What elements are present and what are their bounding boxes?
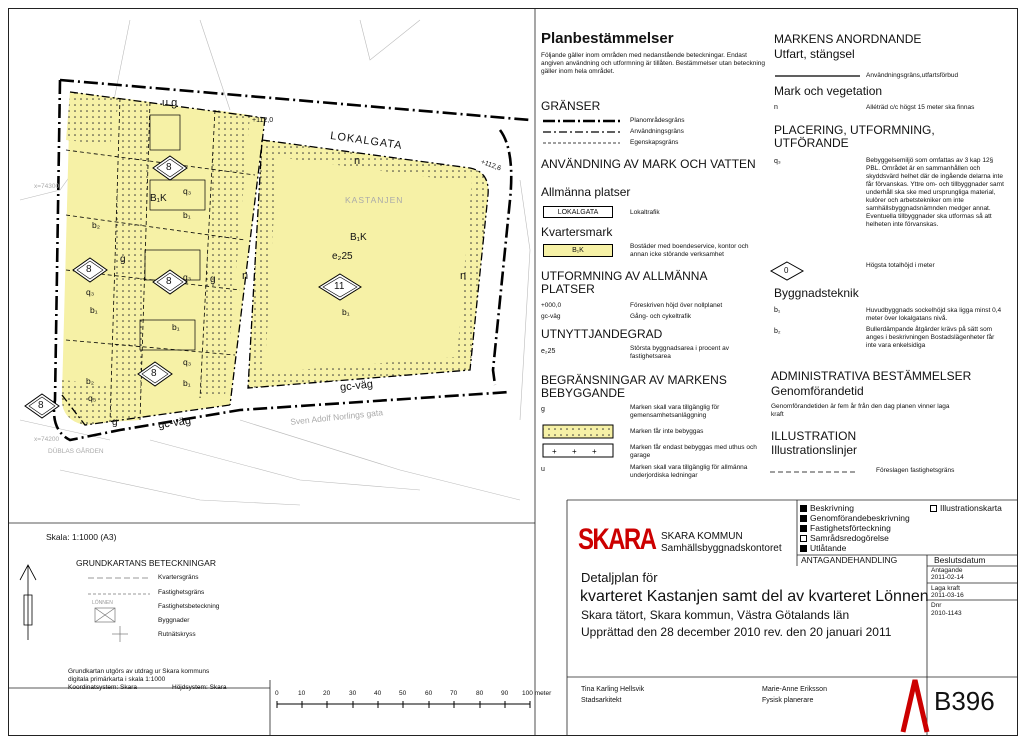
map-label-b2b: b₂ [86, 376, 95, 386]
kvartersmark-heading: Kvartersmark [541, 225, 613, 239]
map-label-gc2: gc-väg [157, 414, 192, 432]
granser-item-2: Användningsgräns [630, 128, 684, 135]
bk-desc: Bostäder med boendeservice, kontor och annan icke störande verksamhet [630, 243, 749, 258]
begr-code-4: u [541, 466, 545, 473]
map-label-dublas: DÜBLAS GÅRDEN [48, 448, 104, 455]
anvandning-heading: ANVÄNDNING AV MARK OCH VATTEN [541, 157, 756, 171]
map-label-b1b: b₁ [90, 305, 98, 315]
north-arrow [20, 565, 36, 640]
utformning-code-1: +000,0 [541, 302, 562, 309]
checkbox-icon [930, 505, 937, 512]
skara-logo: SKARA [578, 523, 656, 556]
utnyttjandegrad-desc: Största byggnadsarea i procent av fastighetsarea [630, 345, 730, 360]
grundkarta-item-3: Fastighetsbeteckning [158, 603, 220, 610]
b1-desc: Huvudbyggnads sockelhöjd ska ligga minst 0,4 meter över lokalgatans nivå. [866, 307, 1002, 322]
hojdsystem: Höjdsystem: Skara [172, 684, 227, 691]
grundkarta-samples [88, 578, 150, 642]
map-label-g1: g [120, 254, 126, 265]
begr-desc-2: Marken får inte bebyggas [630, 428, 704, 435]
sign2-role: Fysisk planerare [762, 697, 814, 704]
map-label-b1c: b₁ [172, 322, 180, 332]
grundkarta-item-1: Kvartersgräns [158, 574, 199, 581]
utfart-heading: Utfart, stängsel [774, 47, 855, 61]
scale-tick-20: 20 [323, 690, 331, 697]
legend-dots-box [543, 425, 613, 438]
grundkarta-lonnen-sample: LÖNNEN [92, 600, 113, 606]
org-dept: Samhällsbyggnadskontoret [661, 543, 782, 554]
date-label-1: Antagande [931, 567, 963, 574]
checkbox-icon [800, 535, 807, 542]
allmanna-platser-heading: Allmänna platser [541, 185, 631, 199]
svg-text:+: + [592, 447, 597, 456]
scale-tick-40: 40 [374, 690, 382, 697]
b2-desc: Bullerdämpande åtgärder krävs på sätt som anges i beskrivningen Bostadslägenheter får inte vara enkelsidiga [866, 326, 995, 349]
sign2-name: Marie-Anne Eriksson [762, 686, 827, 693]
check-samrad: Samrådsredogörelse [800, 533, 889, 543]
map-label-q3b: q₃ [86, 287, 95, 297]
checkbox-icon [800, 505, 807, 512]
map-label-h1: +112,0 [252, 117, 274, 124]
scale-tick-30: 30 [349, 690, 357, 697]
illustrationslinjer-heading: Illustrationslinjer [771, 443, 858, 457]
detaljplan-label: Detaljplan för [581, 570, 658, 585]
check-utlatande: Utlåtande [800, 543, 846, 553]
check-genomforande: Genomförandebeskrivning [800, 513, 910, 523]
begr-desc-3: Marken får endast bebyggas med uthus och garage [630, 444, 757, 459]
plan-title: Planbestämmelser [541, 30, 674, 47]
scale-text: Skala: 1:1000 (A3) [46, 532, 117, 542]
plan-location: Skara tätort, Skara kommun, Västra Götalands län [581, 608, 850, 622]
map-label-coord2: x=74200 [34, 436, 60, 443]
plan-name: kvarteret Kastanjen samt del av kvarteret Lönnen [580, 588, 929, 605]
plan-upprattad: Upprättad den 28 december 2010 rev. den 20 januari 2011 [581, 625, 892, 639]
hojd-desc: Högsta totalhöjd i meter [866, 262, 935, 269]
date-value-1: 2011-02-14 [931, 574, 964, 581]
grundkarta-heading: GRUNDKARTANS BETECKNINGAR [76, 558, 216, 568]
grundkarta-item-4: Byggnader [158, 617, 190, 624]
date-label-3: Dnr [931, 602, 942, 609]
illustration-desc: Föreslagen fastighetsgräns [876, 467, 955, 474]
utformning-desc-2: Gång- och cykeltrafik [630, 313, 692, 320]
byggnadsteknik-heading: Byggnadsteknik [774, 286, 859, 300]
checkbox-icon [800, 525, 807, 532]
genomforandetid-desc: Genomförandetiden är fem år från den dag planen vinner laga kraft [771, 403, 950, 418]
map-label-e25: e₂25 [332, 251, 353, 262]
scale-tick-50: 50 [399, 690, 407, 697]
mark-code: n [774, 104, 778, 111]
plan-intro: Följande gäller inom områden med nedanstående beteckningar. Endast angiven användning och utformning är tillåten. Bestämmelser utan beteckning gäller inom hela området. [541, 52, 766, 75]
utfart-desc: Användningsgräns,utfartsförbud [866, 72, 959, 79]
map-label-kastanjen: KASTANJEN [345, 195, 404, 205]
a-logo-mark [903, 680, 927, 732]
date-value-2: 2011-03-16 [931, 592, 964, 599]
checkbox-icon [800, 545, 807, 552]
scale-tick-90: 90 [501, 690, 509, 697]
date-label-2: Laga kraft [931, 585, 960, 592]
check-illustrationskarta: Illustrationskarta [930, 503, 1002, 513]
map-label-b1a: b₁ [183, 210, 191, 220]
map-label-hojd11: 11 [334, 281, 345, 292]
mark-vegetation-heading: Mark och vegetation [774, 84, 883, 98]
map-label-hojd8b: 8 [86, 264, 92, 275]
sign1-role: Stadsarkitekt [581, 697, 622, 704]
granser-heading: GRÄNSER [541, 99, 601, 113]
grundkarta-footer-1: Grundkartan utgörs av utdrag ur Skara kommuns [68, 668, 210, 675]
scale-tick-100: 100 meter [522, 690, 552, 697]
beslutsdatum-label: Beslutsdatum [934, 555, 986, 565]
placering-heading: PLACERING, UTFORMNING, UTFÖRANDE [774, 123, 935, 150]
map-label-b1d: b₁ [183, 378, 191, 388]
grundkarta-item-5: Rutnätskryss [158, 631, 196, 638]
map-label-street: Sven Adolf Norlings gata [289, 407, 384, 427]
sign1-name: Tina Karling Hellsvik [581, 686, 645, 693]
map-label-b2a: b₂ [92, 220, 101, 230]
q3-desc: Bebyggelsemiljö som omfattas av 3 kap 12§ PBL. Området är en sammanhållen och skyddsvärd helhet där de ingående delarna inte får förvanskas. Yttre om- och tillbyggnader samt underhåll ska ske med ursprungliga material, kulörer och arbetstekniker om inte samhällsbyggnadsnämnden medger annat. Eventuella tillbyggnader ska utformas så att helheten inte förvanskas. [866, 157, 1004, 228]
utformning-desc-1: Föreskriven höjd över nollplanet [630, 302, 723, 309]
granser-item-3: Egenskapsgräns [630, 139, 679, 146]
scale-bar [277, 701, 530, 708]
b1-code: b₁ [774, 307, 781, 314]
granser-item-1: Planområdesgräns [630, 117, 685, 124]
map-label-ug: u g [162, 97, 178, 109]
check-fastighet: Fastighetsförteckning [800, 523, 891, 533]
map-label-n2: n [242, 270, 249, 282]
checkbox-icon [800, 515, 807, 522]
antagandehandling-label: ANTAGANDEHANDLING [801, 555, 898, 565]
begransningar-heading: BEGRÄNSNINGAR AV MARKENS BEBYGGANDE [541, 373, 727, 400]
map-label-q3a: q₃ [183, 186, 192, 196]
mark-desc: Alléträd c/c högst 15 meter ska finnas [866, 104, 975, 111]
svg-text:+: + [552, 447, 557, 456]
begr-desc-1: Marken skall vara tillgänglig för gemensamhetsanläggning [630, 404, 720, 419]
map-label-n3: n [460, 270, 467, 282]
grundkarta-footer-2: digitala primärkarta i skala 1:1000 [68, 676, 166, 683]
map-label-hojd8c: 8 [166, 276, 172, 287]
scale-tick-80: 80 [476, 690, 484, 697]
grundkarta-item-2: Fastighetsgräns [158, 589, 205, 596]
check-beskrivning: Beskrivning [800, 503, 854, 513]
illustration-heading: ILLUSTRATION [771, 429, 857, 443]
map-label-coord1: x=74300 [34, 183, 60, 190]
date-value-3: 2010-1143 [931, 610, 962, 617]
utnyttjandegrad-code: e₂25 [541, 348, 556, 355]
markens-heading: MARKENS ANORDNANDE [774, 32, 922, 46]
utnyttjandegrad-heading: UTNYTTJANDEGRAD [541, 327, 663, 341]
begr-code-1: g [541, 406, 545, 413]
dotted-strip-4 [62, 380, 110, 425]
admin-heading: ADMINISTRATIVA BESTÄMMELSER [771, 369, 972, 383]
map-label-g2: g [210, 274, 216, 285]
scale-tick-60: 60 [425, 690, 433, 697]
map-label-n1: n [354, 155, 361, 167]
q3-code: q₃ [774, 158, 781, 165]
map-label-lokalgata: LOKALGATA [329, 129, 404, 153]
lokalgata-code: LOKALGATA [543, 206, 613, 218]
map-label-hojd8d: 8 [151, 368, 157, 379]
map-label-q3d: q₃ [183, 357, 192, 367]
bk-code: B₁K [543, 244, 613, 257]
lokalgata-desc: Lokaltrafik [630, 209, 660, 216]
begr-desc-4: Marken skall vara tillgänglig för allmänna underjordiska ledningar [630, 464, 748, 479]
plan-number: B396 [934, 686, 995, 716]
scale-tick-70: 70 [450, 690, 458, 697]
scale-tick-0: 0 [275, 690, 279, 697]
map-label-hojd8e: 8 [38, 400, 44, 411]
map-label-hojd8a: 8 [166, 162, 172, 173]
org-name: SKARA KOMMUN [661, 531, 743, 542]
map-label-bk1: B₁K [150, 193, 167, 204]
map-label-bk2: B₁K [350, 232, 367, 243]
map-label-h2: +112,6 [479, 158, 502, 173]
map-label-q3e: q₃ [88, 393, 97, 403]
genomforandetid-heading: Genomförandetid [771, 384, 864, 398]
b2-code: b₂ [774, 328, 781, 335]
svg-text:+: + [572, 447, 577, 456]
hojd-symbol: 0 [784, 266, 789, 275]
scale-tick-10: 10 [298, 690, 306, 697]
map-label-b1e: b₁ [342, 307, 350, 317]
koordinatsystem: Koordinatsystem: Skara [68, 684, 138, 691]
utformning-code-2: gc-väg [541, 313, 561, 320]
utformning-heading: UTFORMNING AV ALLMÄNNA PLATSER [541, 269, 707, 296]
map-label-q3c: q₃ [183, 272, 192, 282]
map-label-gc1: gc-väg [339, 378, 374, 394]
map-label-g3: g [112, 417, 118, 428]
